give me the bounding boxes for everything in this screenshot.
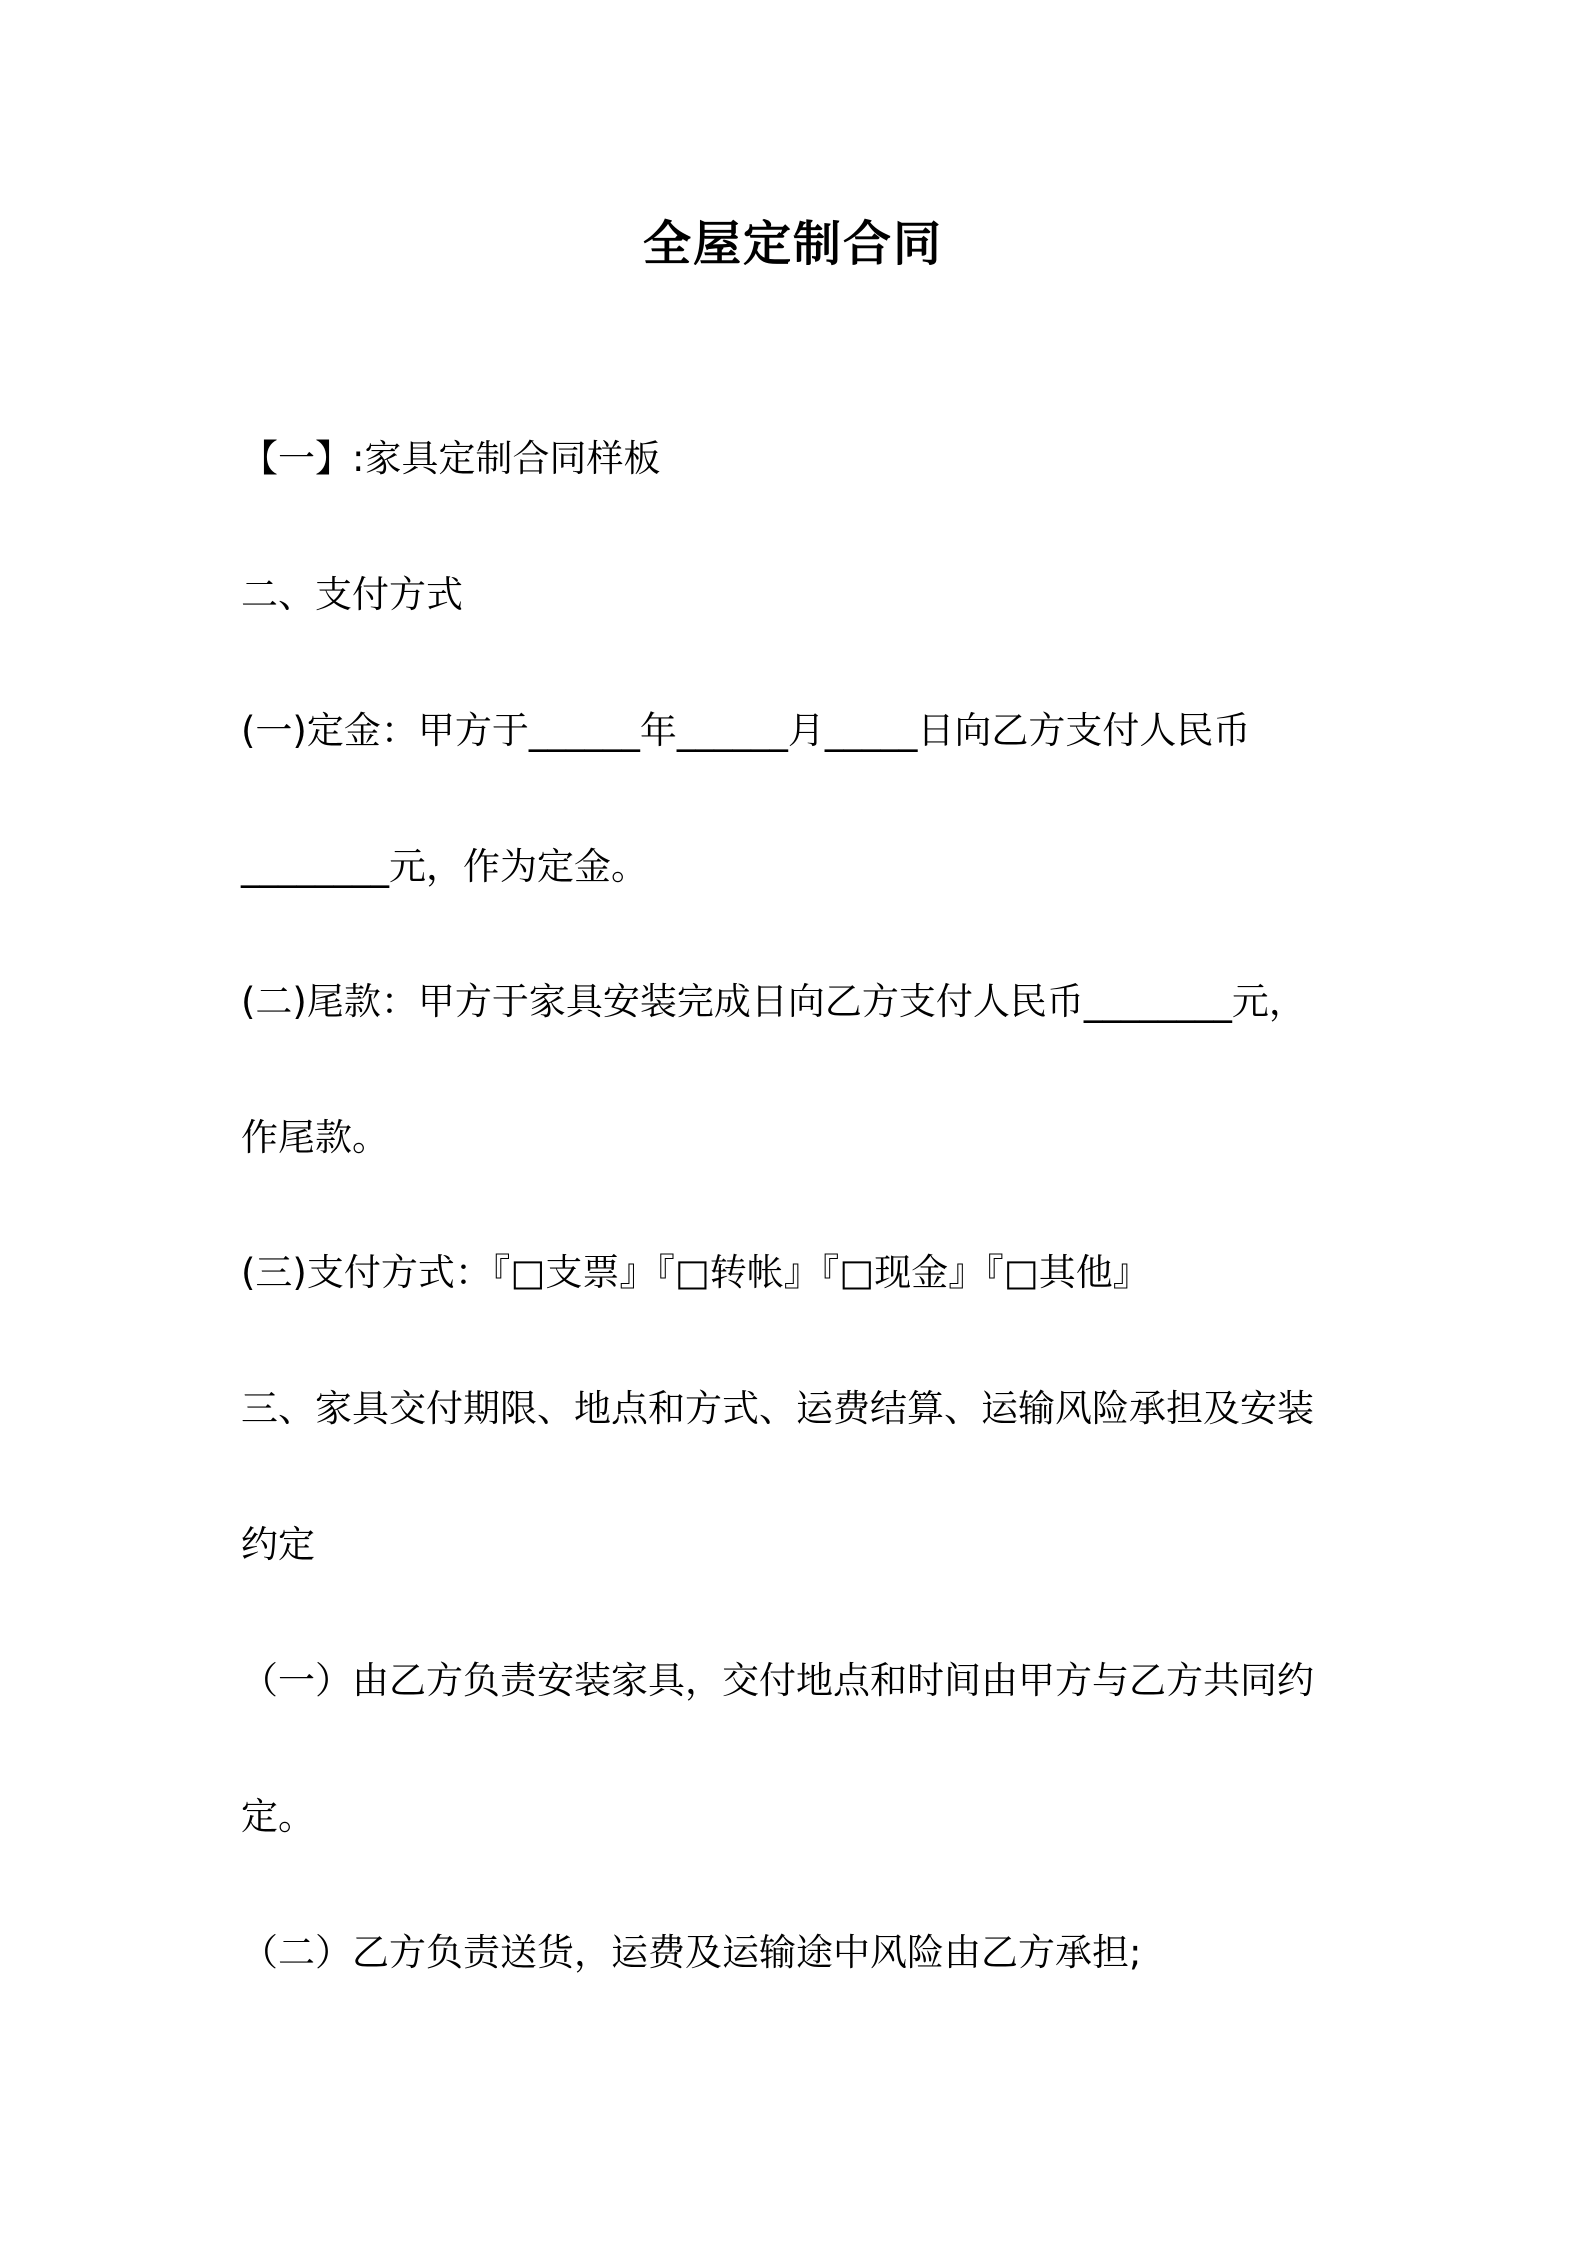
clause-final-payment-continued: 作尾款。 (241, 1116, 389, 1159)
clause-installation: （一）由乙方负责安装家具，交付地点和时间由甲方与乙方共同约 (241, 1659, 1314, 1702)
clause-deposit-continued: ________元，作为定金。 (241, 845, 648, 888)
section-heading-delivery: 三、家具交付期限、地点和方式、运费结算、运输风险承担及安装 (241, 1387, 1314, 1430)
section-heading-template: 【一】:家具定制合同样板 (241, 437, 661, 480)
section-heading-payment: 二、支付方式 (241, 573, 463, 616)
clause-final-payment: (二)尾款：甲方于家具安装完成日向乙方支付人民币________元， (241, 980, 1306, 1023)
section-heading-delivery-continued: 约定 (241, 1523, 315, 1566)
document-title: 全屋定制合同 (642, 216, 943, 272)
clause-deposit: (一)定金：甲方于______年______月_____日向乙方支付人民币 (241, 709, 1251, 752)
clause-shipping: （二）乙方负责送货，运费及运输途中风险由乙方承担; (241, 1931, 1142, 1974)
clause-payment-method: (三)支付方式：『□支票』『□转帐』『□现金』『□其他』 (241, 1251, 1150, 1294)
clause-installation-continued: 定。 (241, 1795, 315, 1838)
